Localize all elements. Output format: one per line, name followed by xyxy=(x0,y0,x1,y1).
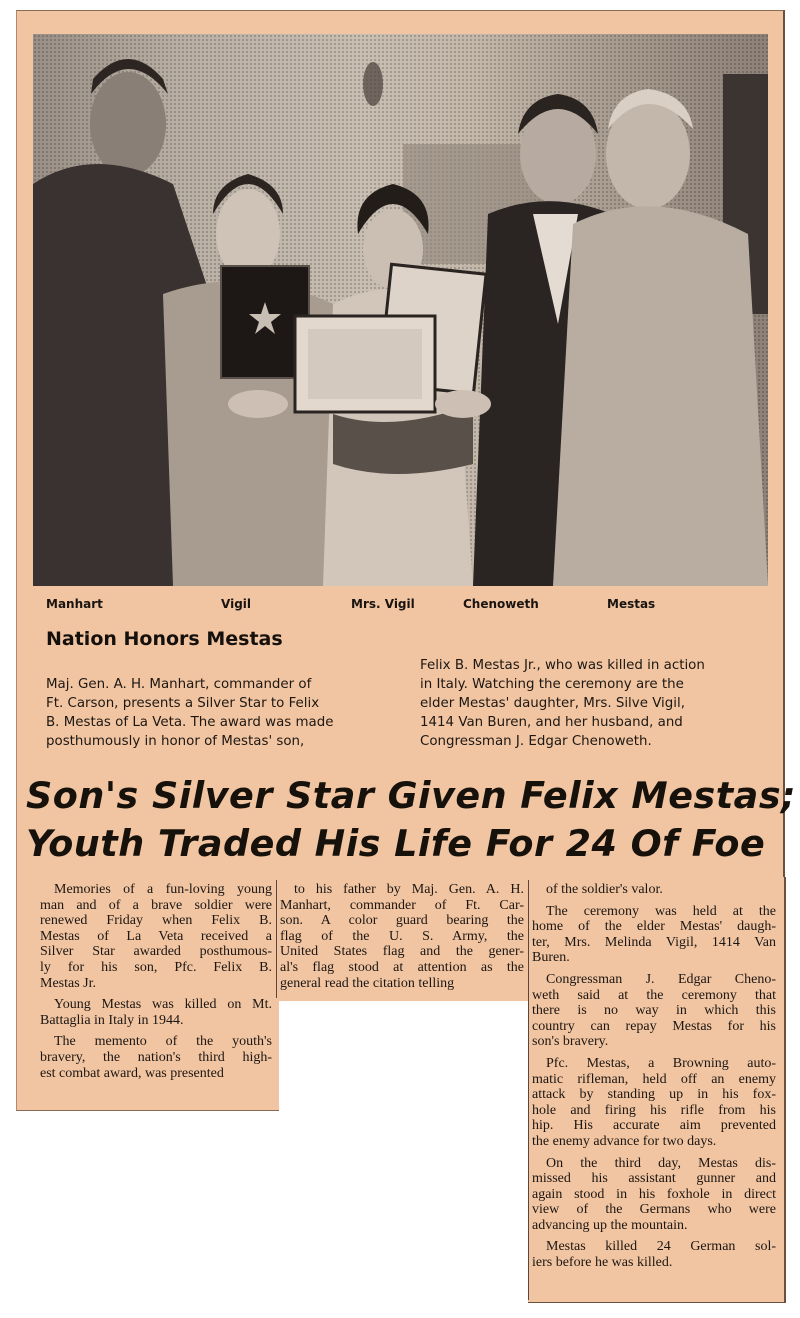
article-line: weth said at the ceremony that xyxy=(532,987,776,1003)
article-line: Mestas killed 24 German sol- xyxy=(546,1239,776,1255)
article-line: general read the citation telling xyxy=(280,975,455,991)
article-line: the enemy advance for two days. xyxy=(532,1133,717,1149)
article-line: The memento of the youth's xyxy=(54,1034,272,1050)
article-line: country can repay Mestas for his xyxy=(532,1018,776,1034)
article-paragraph xyxy=(532,1156,776,1234)
cutline-title: Nation Honors Mestas xyxy=(46,628,283,650)
article-line: man and of a brave soldier were xyxy=(40,897,272,913)
article-line: to his father by Maj. Gen. A. H. xyxy=(294,882,524,897)
cutline-line: elder Mestas' daughter, Mrs. Silve Vigil, xyxy=(420,696,685,711)
article-paragraph xyxy=(40,997,272,1028)
article-line: hip. His accurate aim prevented xyxy=(532,1118,776,1134)
article-line: attack by standing up in his fox- xyxy=(532,1087,776,1103)
article-line: ter, Mrs. Melinda Vigil, 1414 Van xyxy=(532,934,776,950)
article-line: hole and firing his rifle from his xyxy=(532,1102,776,1118)
article-line: Young Mestas was killed on Mt. xyxy=(54,997,272,1013)
article-line: son's bravery. xyxy=(532,1034,609,1050)
article-line: flag of the U. S. Army, the xyxy=(280,928,524,944)
cutline-left-column xyxy=(46,675,334,751)
cutline-line: Congressman J. Edgar Chenoweth. xyxy=(420,734,652,749)
cutline-line: Ft. Carson, presents a Silver Star to Felix xyxy=(46,696,320,711)
article-line: Congressman J. Edgar Cheno- xyxy=(546,971,776,987)
article-line: bravery, the nation's third high- xyxy=(40,1049,272,1065)
article-paragraph xyxy=(532,972,776,1050)
cutline-line: Felix B. Mestas Jr., who was killed in action xyxy=(420,658,705,673)
article-paragraph xyxy=(40,1034,272,1081)
caption-mestas: Mestas xyxy=(607,597,656,611)
article-line: Battaglia in Italy in 1944. xyxy=(40,1012,184,1028)
cutline-right-column xyxy=(420,656,705,751)
article-line: Buren. xyxy=(532,950,570,966)
article-line: of the soldier's valor. xyxy=(546,882,663,897)
article-line: Silver Star awarded posthumous- xyxy=(40,944,272,960)
article-line: Pfc. Mestas, a Browning auto- xyxy=(546,1055,776,1071)
article-paragraph xyxy=(532,1239,776,1270)
article-paragraph xyxy=(532,882,776,898)
article-line: The ceremony was held at the xyxy=(546,903,776,919)
article-column-1 xyxy=(40,882,272,1087)
article-line: home of the elder Mestas' daugh- xyxy=(532,919,776,935)
article-line: advancing up the mountain. xyxy=(532,1217,688,1233)
article-line: renewed Friday when Felix B. xyxy=(40,913,272,929)
column-rule xyxy=(528,880,529,1300)
column-rule xyxy=(276,880,277,998)
headline-line-1: Son's Silver Star Given Felix Mestas; xyxy=(26,774,797,817)
article-line: ly for his son, Pfc. Felix B. xyxy=(40,959,272,975)
article-line: Memories of a fun-loving young xyxy=(54,882,272,897)
article-line: there is no way in which this xyxy=(532,1003,776,1019)
cutline-line: in Italy. Watching the ceremony are the xyxy=(420,677,684,692)
article-line: United States flag and the gener- xyxy=(280,944,524,960)
article-line: matic rifleman, held off an enemy xyxy=(532,1071,776,1087)
article-line: missed his assistant gunner and xyxy=(532,1171,776,1187)
ceremony-photo-drawing xyxy=(33,34,768,586)
article-paragraph xyxy=(532,904,776,966)
article-line: al's flag stood at attention as the xyxy=(280,959,524,975)
article-line: Manhart, commander of Ft. Car- xyxy=(280,897,524,913)
article-column-2 xyxy=(280,882,524,997)
article-line: iers before he was killed. xyxy=(532,1255,673,1271)
cutline-line: 1414 Van Buren, and her husband, and xyxy=(420,715,683,730)
article-line: view of the Germans who were xyxy=(532,1202,776,1218)
caption-mrs-vigil: Mrs. Vigil xyxy=(351,597,415,611)
article-line: On the third day, Mestas dis- xyxy=(546,1155,776,1171)
article-column-3 xyxy=(532,882,776,1277)
cutline-line: Maj. Gen. A. H. Manhart, commander of xyxy=(46,677,312,692)
headline-line-2: Youth Traded His Life For 24 Of Foe xyxy=(26,822,766,865)
cutline-line: B. Mestas of La Veta. The award was made xyxy=(46,715,334,730)
article-paragraph xyxy=(40,882,272,991)
article-line: son. A color guard bearing the xyxy=(280,913,524,929)
caption-chenoweth: Chenoweth xyxy=(463,597,539,611)
article-paragraph xyxy=(280,882,524,991)
article-line: Mestas of La Veta received a xyxy=(40,928,272,944)
article-paragraph xyxy=(532,1056,776,1150)
article-line: again stood in his foxhole in direct xyxy=(532,1186,776,1202)
article-line: est combat award, was presented xyxy=(40,1065,224,1081)
caption-manhart: Manhart xyxy=(46,597,103,611)
ceremony-photo xyxy=(33,34,768,586)
article-line: Mestas Jr. xyxy=(40,975,96,991)
caption-vigil: Vigil xyxy=(221,597,252,611)
cutline-line: posthumously in honor of Mestas' son, xyxy=(46,734,305,749)
